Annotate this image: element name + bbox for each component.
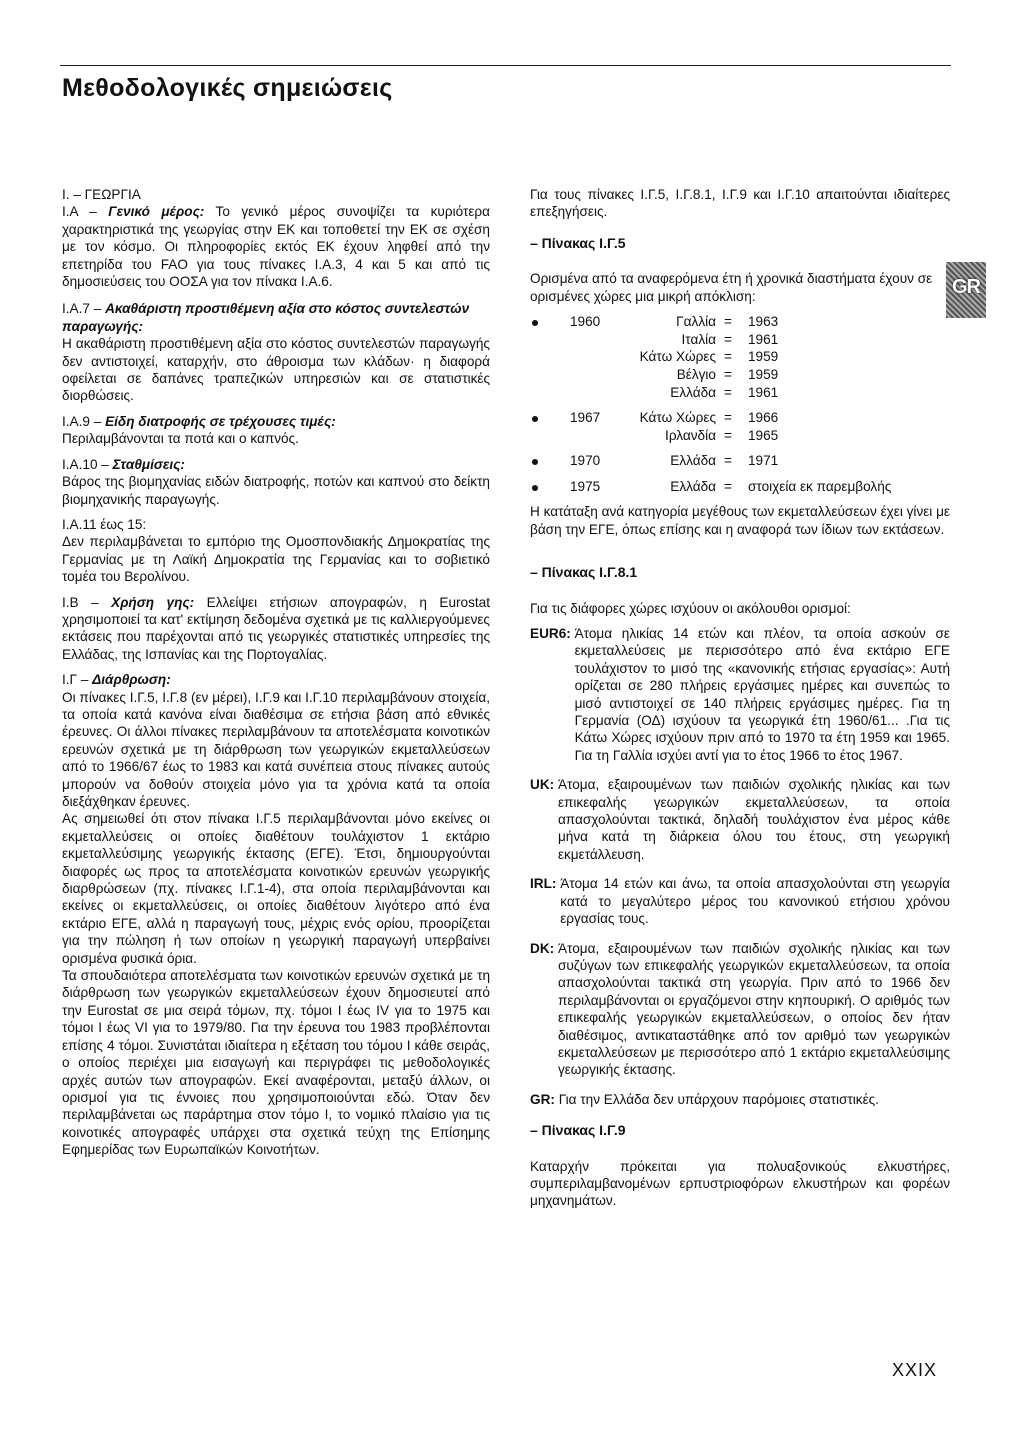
definition-text: Άτομα, εξαιρουμένων των παιδιών σχολικής ηλικίας και των επικεφαλής γεωργικών εκμεταλλεύσεων, τα οποία απασχολούνται τακτικά, δηλαδή τουλάχιστον ένα μέρος κάθε μήνα κατά τη διάρκεια όλου του έτους, στη γεωργική εκμετάλλευση.	[557, 777, 950, 862]
country-name: Κάτω Χώρες	[639, 349, 716, 365]
year-row	[530, 313, 950, 331]
ib-title: Χρήση γης:	[111, 594, 195, 610]
table-i-g-5-text: Ορισμένα από τα αναφερόμενα έτη ή χρονικά διαστήματα έχουν σε ορισμένες χώρες μια μικρή απόκλιση:	[530, 271, 933, 304]
actual-year-value: 1963	[748, 314, 779, 330]
bullet-icon	[530, 409, 570, 426]
language-tab	[946, 262, 986, 318]
ia7-label: I.A.7 –	[62, 301, 106, 317]
definition-item	[530, 940, 950, 1079]
equals-sign: =	[724, 314, 732, 330]
country-name: Ελλάδα	[670, 384, 716, 400]
year-row	[530, 366, 950, 384]
definition-text: Άτομα 14 ετών και άνω, τα οποία απασχολούνται στη γεωργία κατά το μεγαλύτερο μέρος του κανονικού ετήσιου χρόνου εργασίας τους.	[560, 876, 950, 927]
country-name: Ιταλία	[681, 331, 716, 347]
section-heading: I. – ΓΕΩΡΓΙΑ	[62, 187, 141, 202]
country-name: Κάτω Χώρες	[639, 410, 716, 426]
paragraph-ib	[62, 594, 490, 664]
year-value: 1967	[570, 410, 601, 426]
actual-year-value: 1965	[748, 427, 779, 443]
equals-sign: =	[724, 478, 732, 494]
table-i-g-5-after: Η κατάταξη ανά κατηγορία μεγέθους των εκμεταλλεύσεων έχει γίνει με βάση την ΕΓΕ, όπως επίσης και η αναφορά των ίδιων των εκτάσεων.	[530, 504, 950, 537]
bullet-icon	[530, 452, 570, 469]
definition-text: Άτομα ηλικίας 14 ετών και πλέον, τα οποία ασκούν σε εκμεταλλεύσεις με περισσότερο από ένα εκτάριο ΕΓΕ τουλάχιστον το μισό της «κανονικής ετήσιας εργασίας»: Αυτή ορίζεται σε 280 πλήρεις εργάσιμες ημέρες και συνεπώς το μισό αντιστοιχεί σε 140 πλήρεις εργάσιμες ημέρες. Για τη Γερμανία (ΟΔ) ισχύουν τα γεωργικά έτη 1960/61... .Για τις Κάτω Χώρες ισχύουν πριν από το 1970 τα έτη 1959 και 1965. Για τη Γαλλία ισχύει αντί για το έτος 1966 το έτος 1967.	[574, 626, 950, 763]
ia11-text: Δεν περιλαμβάνεται το εμπόριο της Ομοσπονδιακής Δημοκρατίας της Γερμανίας με τη Λαϊκή Δημοκρατία της Γερμανίας και το σοβιετικό τομέα του Βερολίνου.	[62, 534, 490, 585]
equals-sign: =	[724, 331, 732, 347]
year-deviation-list	[530, 313, 950, 495]
year-row	[530, 383, 950, 401]
table-i-g-9-text: Καταρχήν πρόκειται για πολυαξονικούς ελκυστήρες, συμπεριλαμβανομένων ερπυστριοφόρων ελκυστήρων και φορέων μηχανημάτων.	[530, 1158, 950, 1209]
ia9-title: Είδη διατροφής σε τρέχουσες τιμές:	[105, 413, 336, 429]
ia9-text: Περιλαμβάνονται τα ποτά και ο καπνός.	[62, 431, 299, 447]
ig-heading	[62, 671, 490, 688]
ia9-label: I.A.9 –	[62, 413, 106, 429]
page-number: XXIX	[892, 1360, 938, 1380]
ia7-heading	[62, 300, 490, 335]
ia-text: Το γενικό μέρος συνοψίζει τα κυριότερα χαρακτηριστικά της γεωργίας στην ΕΚ και τοποθετεί την ΕΚ σε σχέση με τον κόσμο. Οι πληροφορίες εκτός ΕΚ έχουν ληφθεί από την επετηρίδα του FAO για τους πίνακες I.A.3, 4 και 5 και από τις δημοσιεύσεις του ΟΟΣΑ για τον πίνακα I.A.6.	[62, 204, 491, 290]
ib-text: Ελλείψει ετήσιων απογραφών, η Eurostat χρησιμοποιεί τα κατ' εκτίμηση δεδομένα σχετικά με τις καλλιεργούμενες εκτάσεις που παρέχονται από τις γεωργικές στατιστικές υπηρεσίες της Ελλάδας, της Ισπανίας και της Πορτογαλίας.	[62, 594, 491, 662]
table-i-g-9-heading: – Πίνακας I.Γ.9	[530, 1122, 626, 1139]
country-code: DK:	[530, 940, 555, 956]
country-code: GR:	[530, 1091, 555, 1107]
ia11-heading: I.A.11 έως 15:	[62, 516, 147, 532]
ig-text-2: Ας σημειωθεί ότι στον πίνακα I.Γ.5 περιλαμβάνονται μόνο εκείνες οι εκμεταλλεύσεις οι οποίες διαθέτουν τουλάχιστον 1 εκτάριο εκμεταλλεύσιμης γεωργικής έκτασης (ΕΓΕ). Έτσι, δημιουργούνται διαφορές ως προς τα αποτελέσματα κοινοτικών ερευνών γεωργικής διαρθρώσεων (πχ. πίνακες I.Γ.1-4), στα οποία περιλαμβάνονται και εκείνες οι εκμεταλλεύσεις, οι οποίες διαθέτουν λιγότερο από ένα εκτάριο ΕΓΕ, αλλά η παραγωγή τους, μέχρις ενός ορίου, προορίζεται για την πώληση ή των οποίων η γεωργική παραγωγή υπερβαίνει ορισμένα φυσικά όρια.	[62, 811, 490, 966]
country-code: IRL:	[530, 876, 557, 892]
equals-sign: =	[724, 349, 732, 365]
year-group	[530, 409, 950, 444]
year-row	[530, 452, 950, 470]
year-row	[530, 331, 950, 349]
right-column	[530, 186, 950, 1210]
definition-item	[530, 875, 950, 927]
equals-sign: =	[724, 384, 732, 400]
ia10-label: I.A.10 –	[62, 456, 113, 472]
table-i-g-8-1-text: Για τις διάφορες χώρες ισχύουν οι ακόλουθοι ορισμοί:	[530, 600, 851, 616]
equals-sign: =	[724, 410, 732, 426]
country-name: Ελλάδα	[670, 453, 716, 469]
page-title: Μεθοδολογικές σημειώσεις	[62, 74, 393, 102]
definition-text: Για την Ελλάδα δεν υπάρχουν παρόμοιες στατιστικές.	[558, 1091, 879, 1107]
actual-year-value: 1959	[748, 366, 779, 382]
ia9-heading	[62, 413, 490, 430]
equals-sign: =	[724, 427, 732, 443]
equals-sign: =	[724, 453, 732, 469]
actual-year-value: 1961	[748, 331, 779, 347]
country-name: Ιρλανδία	[665, 427, 716, 443]
paragraph-ia	[62, 203, 490, 290]
actual-year-value: 1961	[748, 384, 779, 400]
ig-title: Διάρθρωση:	[92, 672, 171, 688]
ia-title: Γενικό μέρος:	[108, 204, 205, 220]
year-row	[530, 348, 950, 366]
definition-text: Άτομα, εξαιρουμένων των παιδιών σχολικής ηλικίας και των συζύγων των επικεφαλής γεωργικών εκμεταλλεύσεων, τα οποία απασχολούνται τακτικά στη γεωργία. Πριν από το 1966 δεν περιλαμβάνονται οι εργαζόμενοι στην κηπουρική. Ο αριθμός των επικεφαλής γεωργικών εκμεταλλεύσεων, ο οποίος δεν ήταν διαθέσιμος, αντικαταστάθηκε από τον αριθμό των γεωργικών εκμεταλλεύσεων με περισσότερο από 1 εκτάριο εκμεταλλεύσιμης γεωργικής έκτασης.	[557, 940, 950, 1078]
ia10-heading	[62, 456, 490, 473]
ia7-text: Η ακαθάριστη προστιθέμενη αξία στο κόστος συντελεστών παραγωγής δεν αντιστοιχεί, καταρχήν, στο άθροισμα των κλάδων· η διαφορά οφείλεται σε δαπάνες τραπεζικών υπηρεσιών και σε στατιστικές διορθώσεις.	[62, 336, 490, 404]
ia-label: I.A –	[62, 204, 109, 220]
bullet-icon	[530, 478, 570, 495]
left-column	[62, 186, 490, 1159]
ia10-text: Βάρος της βιομηχανίας ειδών διατροφής, ποτών και καπνού στο δείκτη βιομηχανικής παραγωγής.	[62, 474, 490, 507]
year-group	[530, 452, 950, 470]
ib-label: I.B –	[62, 594, 112, 610]
equals-sign: =	[724, 366, 732, 382]
ia10-title: Σταθμίσεις:	[112, 456, 185, 472]
definition-item	[530, 1091, 950, 1108]
table-i-g-5-heading: – Πίνακας I.Γ.5	[530, 234, 626, 251]
ig-text: Οι πίνακες I.Γ.5, I.Γ.8 (εν μέρει), I.Γ.9 και I.Γ.10 περιλαμβάνουν στοιχεία, τα οποία κατά κανόνα είναι διαθέσιμα σε ετήσια βάση από εθνικές έρευνες. Οι άλλοι πίνακες περιλαμβάνουν τα αποτελέσματα κοινοτικών ερευνών σχετικά με τη διάρθρωση των γεωργικών εκμεταλλεύσεων από το 1966/67 έως το 1983 και κατά συνέπεια στους πίνακες αυτούς μπορούν να δοθούν στοιχεία μόνο για τα χρόνια κατά τα οποία διεξάχθηκαν έρευνες.	[62, 689, 490, 809]
country-name: Βέλγιο	[676, 366, 716, 382]
header-rule	[60, 65, 951, 66]
right-intro: Για τους πίνακες I.Γ.5, I.Γ.8.1, I.Γ.9 και I.Γ.10 απαιτούνται ιδιαίτερες επεξηγήσεις.	[530, 187, 950, 220]
definitions-list	[530, 625, 950, 1108]
year-group	[530, 478, 950, 496]
actual-year-value: 1971	[748, 453, 779, 469]
language-tab-label: GR	[952, 276, 980, 298]
ig-text-3: Τα σπουδαιότερα αποτελέσματα των κοινοτικών ερευνών σχετικά με τη διάρθρωση των γεωργικών εκμεταλλεύσεων έχουν δημοσιευτεί από την Eurostat σε μια σειρά τόμων, πχ. τόμοι I έως IV για το 1975 και τόμοι I έως VI για το 1979/80. Για την έρευνα του 1983 προβλέπονται επίσης 4 τόμοι. Συνιστάται ιδιαίτερα η εξέταση του τόμου I κάθε σειράς, ο οποίος περιέχει μια εισαγωγή και περιγράφει τις μεθοδολογικές αρχές αυτών των απογραφών. Εκεί αναφέρονται, μεταξύ άλλων, οι ορισμοί για τις έννοιες που χρησιμοποιούνται εδώ. Όταν δεν περιλαμβάνεται ως παράρτημα στον τόμο I, το νομικό πλαίσιο για τις κοινοτικές απογραφές υπάρχει στα σχετικά τεύχη της Επίσημης Εφημερίδας των Ευρωπαϊκών Κοινοτήτων.	[62, 968, 490, 1158]
year-row	[530, 409, 950, 427]
country-name: Ελλάδα	[670, 478, 716, 494]
country-name: Γαλλία	[676, 314, 716, 330]
year-group	[530, 313, 950, 401]
definition-item	[530, 776, 950, 863]
year-row	[530, 427, 950, 445]
actual-year-value: 1966	[748, 410, 779, 426]
ia7-title: Ακαθάριστη προστιθέμενη αξία στο κόστος συντελεστών παραγωγής:	[62, 301, 470, 334]
year-row	[530, 478, 950, 496]
definition-item	[530, 625, 950, 764]
country-code: EUR6:	[530, 626, 571, 641]
year-value: 1960	[570, 314, 601, 330]
actual-year-value: στοιχεία εκ παρεμβολής	[748, 478, 892, 494]
country-code: UK:	[530, 777, 555, 793]
table-i-g-8-1-heading: – Πίνακας I.Γ.8.1	[530, 564, 638, 581]
ig-label: I.Γ –	[62, 672, 93, 688]
actual-year-value: 1959	[748, 349, 779, 365]
year-value: 1975	[570, 478, 601, 494]
bullet-icon	[530, 313, 570, 330]
year-value: 1970	[570, 453, 601, 469]
